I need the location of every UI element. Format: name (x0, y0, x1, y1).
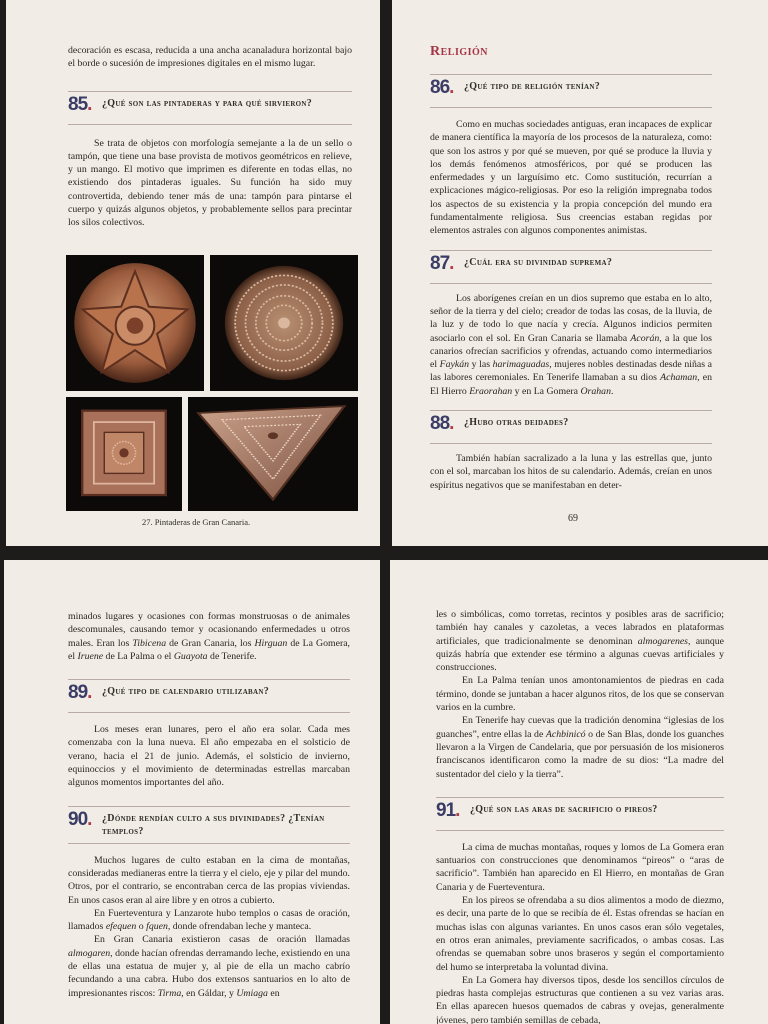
question-title: ¿Qué tipo de religión tenían? (464, 81, 601, 92)
question-88-heading (430, 413, 712, 438)
question-number: 88. (430, 413, 454, 435)
question-number: 86. (430, 77, 454, 98)
text-column (68, 610, 350, 1000)
paragraph-91b: En los pireos se ofrendaba a su dios alimentos a modo de diezmo, es decir, una parte de lo que se recibía de él. Estas ofrendas se hacían en muchas islas con algunas variantes. En unos casos eran sólo vegetales, en otros eran animales, previamente sacrificados, o ambas cosas. Las ofrendas se quemaban sobre unos braseros y según el comportamiento del humo se interpretaba la voluntad divina. (436, 895, 724, 973)
paragraph-continued: minados lugares y ocasiones con formas monstruosas o de animales descomunales, causando temor y ocasionando enfermedades u otros males. Eran los Tibicena de Gran Canaria, los Hirguan de La Gomera, el Iruene de La Palma o el Guayota de Tenerife. (68, 611, 351, 662)
paragraph-89: Los meses eran lunares, pero el año era solar. Cada mes comenzaba con la luna nueva. El año empezaba en el solsticio de verano, hacia el 21 de junio. Además, el solsticio de invierno, equinoccios y el movimiento de determinadas estrellas marcaban algunos momentos importantes del año. (68, 724, 350, 789)
book-page-top-left (6, 0, 380, 546)
question-number: 87. (430, 252, 454, 274)
question-89-heading (68, 682, 350, 707)
question-number: 85. (68, 93, 92, 115)
paragraph-tenerife: En Tenerife hay cuevas que la tradición denomina “iglesias de los guanches”, entre ellas la de Achbinicó o de San Blas, donde los guanches llevaron a la Virgen de Candelaria, que por persuasión de los misioneros franciscanos identificaron como la madre de su dios: “La madre del sustentador del cielo y la tierra”. (436, 715, 724, 780)
question-85-heading (68, 93, 352, 119)
paragraph-90b: En Fuerteventura y Lanzarote hubo templos o casas de oración, llamados efequen o fquen, donde ofrendaban leche y manteca. (68, 907, 350, 933)
paragraph-continued: les o simbólicas, como torretas, recintos y posibles aras de sacrificio; también hay canales y cazoletas, a veces labrados en plataformas artificiales, que tradicionalmente se denominan almogarenes, aunque quizás habría que extender ese término a algunas cuevas artificiales y construcciones. (436, 609, 724, 674)
question-number: 89. (68, 682, 92, 704)
book-page-top-right (392, 0, 768, 546)
question-title: ¿Qué tipo de calendario utilizaban? (102, 686, 270, 698)
page-number: 69 (568, 513, 578, 524)
paragraph-90c: En Gran Canaria existieron casas de oración llamadas almogaren, donde hacían ofrendas derramando leche, existiendo en una de ellas una estatua de mujer y, al pie de ella un macho cabrío fecundando a una cabra. Hubo dos extensos santuarios en lo alto de impresionantes riscos: Tirma, en Gáldar, y Umiaga en (68, 934, 350, 999)
pintadera-photo-star (66, 255, 204, 391)
question-title: ¿Cuál era su divinidad suprema? (464, 256, 613, 268)
text-column (436, 608, 724, 1024)
pintadera-photo-square (66, 397, 182, 511)
paragraph-91c: En La Gomera hay diversos tipos, desde los sencillos círculos de piedras hasta complejas estructuras que contienen a su vez varias aras. En ellas aparecen huesos quemados de cabras y ovejas, generalmente jóvenes, pero también semillas de cebada, (436, 974, 724, 1024)
text-column (430, 44, 712, 492)
text-column (68, 44, 352, 230)
paragraph-90a: Muchos lugares de culto estaban en la cima de montañas, consideradas medianeras entre la tierra y el cielo, eje y pilar del mundo. Otros, por el contrario, se encontraban cerca de las propias viviendas. En unos casos eran al aire libre y en otros a cubierto. (68, 854, 350, 906)
book-page-bottom-left (4, 560, 380, 1024)
question-90-heading (68, 808, 350, 838)
paragraph-86: Como en muchas sociedades antiguas, eran incapaces de explicar de manera científica la mayoría de los procesos de la naturaleza, como: que son los astros y por qué se mueven, por qué se produce la lluvia y los demás fenómenos atmosféricos, por qué se producen las enfermedades y un larguísimo etc. Como sustitución, recurrían a explicaciones mágico-religiosas. Por eso la religión impregnaba todos los aspectos de su existencia y la propia concepción del mundo era fundamentalmente religiosa. Sus creencias estaban regidas por elementos astrales con algunos componentes animistas. (430, 119, 712, 237)
paragraph-la-palma: En La Palma tenían unos amontonamientos de piedras en cada término, donde se juntaban a hacer algunos ritos, de los que se conservan varios en la cumbre. (436, 675, 724, 714)
question-number: 91. (436, 799, 460, 821)
question-title: ¿Qué son las pintaderas y para qué sirvieron? (102, 97, 313, 109)
figure-caption: 27. Pintaderas de Gran Canaria. (142, 517, 251, 527)
pintadera-photo-spiral (210, 255, 358, 391)
paragraph-91a: La cima de muchas montañas, roques y lomos de La Gomera eran santuarios con construcciones que denominamos “pireos” o “aras de sacrificio”. También han aparecido en El Hierro, en montañas de Gran Canaria y de Fuerteventura. (436, 841, 724, 893)
question-title: ¿Qué son las aras de sacrificio o pireos? (470, 803, 658, 815)
paragraph-87: Los aborígenes creían en un dios supremo que estaba en lo alto, señor de la tierra y del cielo; creador de todas las cosas, de la lluvia, de la luz y de todo lo que nacía y crecía. Algunos indicios permiten asociarlo con el sol. En Gran Canaria se llamaba Acorán, a la que los canarios ofrecían sacrificios y ofrendas, actuando como intermediarios el Faykán y las harimaguadas, mujeres nobles destinadas desde niñas a las labores ceremoniales. En Tenerife llamaban a su dios Achaman, en El Hierro Eraorahan y en La Gomera Orahan. (430, 292, 712, 397)
question-87-heading (430, 252, 712, 278)
paragraph-intro: decoración es escasa, reducida a una ancha acanaladura horizontal bajo el borde o sucesión de impresiones digitales en el mismo lugar. (68, 45, 352, 70)
question-86-heading (430, 77, 712, 102)
question-91-heading (436, 799, 724, 825)
paragraph-85: Se trata de objetos con morfología semejante a la de un sello o tampón, que tiene una base provista de motivos geométricos en relieve, y un mango. El motivo que imprimen es diferente en todas ellas, no existiendo dos pintaderas iguales. Su función ha sido muy controvertida, debiendo tener más de una: tampón para pintarse el cuerpo y quizás algunos objetos, y probablemente sellos para precintar los silos colectivos. (68, 137, 352, 229)
paragraph-88: También habían sacralizado a la luna y las estrellas que, junto con el sol, marcaban los hitos de su calendario. Además, creían en unos espíritus negativos que se manifestaban en deter- (430, 453, 712, 491)
pintadera-photo-triangle (188, 397, 358, 511)
section-title: Religión (430, 44, 489, 59)
question-title: ¿Dónde rendían culto a sus divinidades? ¿Tenían templos? (102, 812, 325, 837)
question-title: ¿Hubo otras deidades? (464, 417, 569, 429)
question-number: 90. (68, 808, 92, 830)
book-page-bottom-right (390, 560, 768, 1024)
